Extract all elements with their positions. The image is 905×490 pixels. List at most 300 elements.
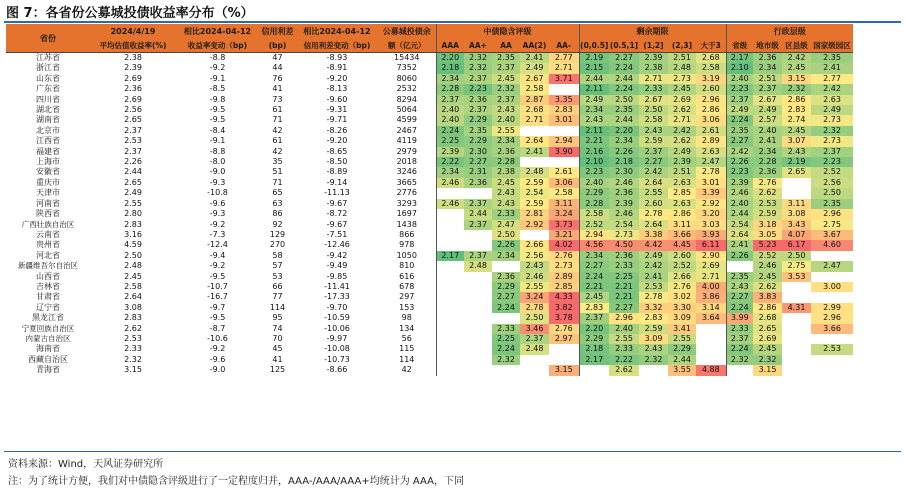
value-cell: 2.57 bbox=[753, 115, 782, 125]
value-cell bbox=[436, 209, 464, 219]
value-cell: 4.45 bbox=[668, 240, 696, 250]
value-cell: 2.96 bbox=[696, 95, 726, 105]
value-cell bbox=[782, 313, 811, 323]
value-cell: 2.17 bbox=[726, 53, 753, 64]
value-cell bbox=[726, 261, 753, 271]
value-cell bbox=[579, 365, 609, 375]
value-cell: 3.09 bbox=[639, 334, 668, 344]
value-cell bbox=[464, 324, 492, 334]
value-cell: 2.44 bbox=[609, 74, 639, 84]
value-cell: 15434 bbox=[378, 53, 436, 64]
province-cell: 广东省 bbox=[36, 84, 60, 94]
value-cell bbox=[464, 334, 492, 344]
value-cell: 2.29 bbox=[579, 334, 609, 344]
value-cell: 2.50 bbox=[520, 313, 549, 323]
value-cell: 3.82 bbox=[549, 303, 579, 313]
value-cell: 2.65 bbox=[782, 167, 811, 177]
value-cell: 42 bbox=[272, 125, 283, 135]
value-cell: 2.71 bbox=[549, 63, 579, 73]
table-row bbox=[6, 115, 853, 125]
column-header: AA(2) bbox=[520, 38, 549, 53]
value-cell: 2.37 bbox=[464, 199, 492, 209]
value-cell: -8.72 bbox=[326, 209, 348, 219]
value-cell: 2.11 bbox=[579, 126, 609, 136]
value-cell: 2.78 bbox=[520, 303, 549, 313]
value-cell: 2.69 bbox=[124, 94, 142, 104]
value-cell: -8.91 bbox=[326, 63, 348, 73]
value-cell: 978 bbox=[378, 240, 436, 250]
value-cell: 2.35 bbox=[609, 105, 639, 115]
group-header: 省份 bbox=[6, 24, 90, 53]
table-row bbox=[6, 188, 853, 198]
value-cell: 2.18 bbox=[436, 63, 464, 73]
value-cell: -9.1 bbox=[209, 73, 226, 83]
value-cell bbox=[811, 365, 853, 375]
value-cell: 2.17 bbox=[436, 251, 464, 261]
value-cell: 2.48 bbox=[520, 167, 549, 177]
value-cell: 2.69 bbox=[753, 334, 782, 344]
value-cell: 2.37 bbox=[464, 220, 492, 230]
value-cell: 2.51 bbox=[668, 167, 696, 177]
value-cell bbox=[811, 334, 853, 344]
value-cell: -8.13 bbox=[326, 84, 348, 94]
province-cell: 上海市 bbox=[36, 157, 60, 167]
value-cell bbox=[811, 292, 853, 302]
column-header: 收益率变动（bp) bbox=[176, 38, 259, 53]
value-cell: 57 bbox=[272, 261, 283, 271]
value-cell: 2.11 bbox=[579, 84, 609, 94]
value-cell: 86 bbox=[272, 209, 283, 219]
value-cell: 3.19 bbox=[696, 74, 726, 84]
value-cell: 3.21 bbox=[549, 230, 579, 240]
value-cell bbox=[464, 282, 492, 292]
value-cell: 2.42 bbox=[726, 147, 753, 157]
value-cell: 3.78 bbox=[549, 313, 579, 323]
value-cell: 2.16 bbox=[579, 147, 609, 157]
value-cell: 3.01 bbox=[549, 115, 579, 125]
value-cell: 2.32 bbox=[753, 355, 782, 365]
value-cell: 2.32 bbox=[492, 84, 520, 94]
value-cell: 3.46 bbox=[520, 324, 549, 334]
value-cell: 2.46 bbox=[609, 209, 639, 219]
value-cell bbox=[520, 126, 549, 136]
value-cell: -9.5 bbox=[209, 313, 226, 323]
value-cell: 2.68 bbox=[520, 105, 549, 115]
table-row bbox=[6, 199, 853, 209]
province-cell: 广西壮族自治区 bbox=[21, 219, 75, 229]
value-cell: -9.0 bbox=[209, 365, 226, 375]
group-header: 剩余期限 bbox=[579, 24, 726, 38]
value-cell bbox=[726, 365, 753, 375]
column-header: 信用利差变动（bp) bbox=[296, 38, 378, 53]
value-cell: 2.46 bbox=[609, 178, 639, 188]
province-cell: 辽宁省 bbox=[36, 302, 60, 312]
value-cell: 2.43 bbox=[639, 344, 668, 354]
value-cell: 56 bbox=[378, 334, 436, 344]
value-cell: 2.26 bbox=[124, 157, 142, 167]
column-header: AA bbox=[492, 38, 520, 53]
value-cell: 2.10 bbox=[579, 157, 609, 167]
value-cell: 3.18 bbox=[753, 220, 782, 230]
value-cell: 2.27 bbox=[726, 292, 753, 302]
table-row bbox=[6, 126, 853, 136]
group-header: 信用利差 bbox=[259, 24, 296, 38]
value-cell: 2.48 bbox=[124, 261, 142, 271]
source-note: 资料来源：Wind，天风证券研究所 bbox=[8, 459, 164, 470]
value-cell: 2.40 bbox=[492, 115, 520, 125]
value-cell: 2.43 bbox=[726, 282, 753, 292]
value-cell: 2.35 bbox=[726, 272, 753, 282]
value-cell: 8294 bbox=[378, 95, 436, 105]
value-cell: 3.67 bbox=[811, 230, 853, 240]
value-cell: 71 bbox=[272, 177, 283, 187]
value-cell: 2.51 bbox=[668, 53, 696, 64]
value-cell: -7.3 bbox=[209, 229, 226, 239]
value-cell: 2.76 bbox=[549, 324, 579, 334]
value-cell: -7.51 bbox=[326, 229, 348, 239]
value-cell: 2.40 bbox=[726, 199, 753, 209]
value-cell: 2.24 bbox=[579, 272, 609, 282]
value-cell: 2.96 bbox=[811, 313, 853, 323]
value-cell: 2.62 bbox=[668, 105, 696, 115]
province-cell: 黑龙江省 bbox=[32, 313, 64, 323]
value-cell: -9.0 bbox=[209, 167, 226, 177]
value-cell: -9.1 bbox=[209, 136, 226, 146]
column-header: 国家级园区 bbox=[811, 38, 853, 53]
value-cell: 2.15 bbox=[579, 63, 609, 73]
value-cell: -9.20 bbox=[326, 136, 348, 146]
value-cell: 2.41 bbox=[520, 147, 549, 157]
value-cell: -10.59 bbox=[324, 313, 350, 323]
value-cell bbox=[436, 220, 464, 230]
value-cell: 2979 bbox=[378, 147, 436, 157]
value-cell bbox=[492, 261, 520, 271]
table-row bbox=[6, 147, 853, 157]
value-cell: 3.55 bbox=[668, 365, 696, 375]
value-cell: 3.30 bbox=[668, 303, 696, 313]
value-cell: 3.08 bbox=[782, 209, 811, 219]
value-cell: 2.41 bbox=[520, 53, 549, 64]
value-cell: 3.06 bbox=[696, 115, 726, 125]
value-cell: -12.46 bbox=[324, 240, 350, 250]
table-row bbox=[6, 313, 853, 323]
value-cell bbox=[782, 334, 811, 344]
value-cell: 2.66 bbox=[668, 272, 696, 282]
value-cell: 2.75 bbox=[811, 220, 853, 230]
value-cell: 3.93 bbox=[696, 230, 726, 240]
table-row bbox=[6, 365, 853, 375]
value-cell: -9.67 bbox=[326, 219, 348, 229]
value-cell: 2.53 bbox=[753, 199, 782, 209]
value-cell: 2.37 bbox=[753, 84, 782, 94]
yield-table bbox=[6, 24, 853, 376]
value-cell: 2.34 bbox=[436, 74, 464, 84]
value-cell: 2.64 bbox=[639, 178, 668, 188]
value-cell: 2.49 bbox=[753, 105, 782, 115]
value-cell bbox=[782, 292, 811, 302]
value-cell: -9.60 bbox=[326, 94, 348, 104]
value-cell: 2.41 bbox=[639, 272, 668, 282]
value-cell: 3665 bbox=[378, 178, 436, 188]
value-cell: 2.27 bbox=[464, 157, 492, 167]
value-cell: 4119 bbox=[378, 136, 436, 146]
value-cell: 2.29 bbox=[668, 344, 696, 354]
value-cell: 2.32 bbox=[124, 354, 142, 364]
value-cell bbox=[782, 344, 811, 354]
value-cell: 2.52 bbox=[668, 261, 696, 271]
table-row bbox=[6, 324, 853, 334]
value-cell bbox=[549, 126, 579, 136]
value-cell: 114 bbox=[378, 355, 436, 365]
value-cell: 2.62 bbox=[124, 323, 142, 333]
value-cell: 2.78 bbox=[639, 209, 668, 219]
value-cell bbox=[782, 355, 811, 365]
value-cell: 2.33 bbox=[639, 84, 668, 94]
value-cell: -8.93 bbox=[326, 53, 348, 62]
value-cell: -9.6 bbox=[209, 354, 226, 364]
value-cell: 2.63 bbox=[811, 95, 853, 105]
value-cell: 2.36 bbox=[464, 95, 492, 105]
value-cell: 2.27 bbox=[492, 292, 520, 302]
value-cell: 3.03 bbox=[696, 220, 726, 230]
value-cell: 2.92 bbox=[520, 220, 549, 230]
value-cell: 2.37 bbox=[579, 313, 609, 323]
table-row bbox=[6, 95, 853, 105]
table-row bbox=[6, 282, 853, 292]
value-cell: 2.35 bbox=[464, 126, 492, 136]
value-cell: -17.33 bbox=[324, 292, 350, 302]
value-cell: 2.43 bbox=[492, 105, 520, 115]
value-cell: 2.26 bbox=[609, 147, 639, 157]
value-cell: 2.23 bbox=[579, 167, 609, 177]
value-cell: 2.25 bbox=[609, 272, 639, 282]
table-row bbox=[6, 84, 853, 94]
value-cell: -9.5 bbox=[209, 115, 226, 125]
value-cell bbox=[436, 240, 464, 250]
value-cell: 1697 bbox=[378, 209, 436, 219]
value-cell: 2.34 bbox=[579, 251, 609, 261]
value-cell: 2.55 bbox=[668, 334, 696, 344]
value-cell: 2.34 bbox=[436, 167, 464, 177]
value-cell: 3.11 bbox=[668, 220, 696, 230]
value-cell: 8060 bbox=[378, 74, 436, 84]
value-cell: 3.07 bbox=[782, 136, 811, 146]
value-cell: 2.29 bbox=[464, 136, 492, 146]
value-cell: 2.21 bbox=[609, 282, 639, 292]
value-cell: 2.32 bbox=[492, 355, 520, 365]
value-cell bbox=[436, 324, 464, 334]
value-cell: 2.26 bbox=[726, 251, 753, 261]
value-cell: -8.8 bbox=[209, 146, 226, 156]
value-cell: 2.34 bbox=[492, 251, 520, 261]
value-cell: 2.69 bbox=[124, 73, 142, 83]
value-cell: 3.06 bbox=[549, 178, 579, 188]
value-cell: 3.86 bbox=[696, 292, 726, 302]
value-cell: 3293 bbox=[378, 199, 436, 209]
value-cell: 2.86 bbox=[753, 303, 782, 313]
value-cell: -11.13 bbox=[324, 188, 350, 198]
value-cell: 77 bbox=[272, 292, 283, 302]
value-cell: 2.44 bbox=[726, 209, 753, 219]
value-cell: 2.52 bbox=[579, 220, 609, 230]
value-cell: 270 bbox=[269, 240, 286, 250]
value-cell: 2.42 bbox=[639, 261, 668, 271]
value-cell: 71 bbox=[272, 115, 283, 125]
value-cell: 3.05 bbox=[753, 230, 782, 240]
value-cell: 297 bbox=[378, 292, 436, 302]
value-cell: 2.61 bbox=[549, 167, 579, 177]
value-cell: 2.29 bbox=[579, 188, 609, 198]
value-cell: 866 bbox=[378, 230, 436, 240]
value-cell: 3.38 bbox=[639, 230, 668, 240]
column-header: 区县级 bbox=[782, 38, 811, 53]
figure-title: 图 7：各省份公募城投债收益率分布（%） bbox=[6, 6, 254, 21]
value-cell: 2.47 bbox=[811, 261, 853, 271]
value-cell: 2.68 bbox=[753, 313, 782, 323]
value-cell: 2.45 bbox=[753, 344, 782, 354]
value-cell: 3246 bbox=[378, 167, 436, 177]
value-cell: 42 bbox=[378, 365, 436, 375]
value-cell bbox=[782, 188, 811, 198]
value-cell: 2.86 bbox=[696, 105, 726, 115]
province-cell: 吉林省 bbox=[36, 281, 60, 291]
value-cell: 2.77 bbox=[811, 74, 853, 84]
table-row bbox=[6, 292, 853, 302]
value-cell: 2.52 bbox=[753, 251, 782, 261]
value-cell: -9.2 bbox=[209, 344, 226, 354]
value-cell: 53 bbox=[272, 271, 283, 281]
value-cell: 2.39 bbox=[668, 157, 696, 167]
value-cell: 616 bbox=[378, 272, 436, 282]
value-cell: 3.32 bbox=[639, 303, 668, 313]
column-header: (0,0.5] bbox=[579, 38, 609, 53]
value-cell: 2.50 bbox=[639, 105, 668, 115]
value-cell bbox=[436, 365, 464, 375]
value-cell: -9.2 bbox=[209, 63, 226, 73]
value-cell: 2.40 bbox=[753, 126, 782, 136]
value-cell: 2.37 bbox=[124, 125, 142, 135]
table-row bbox=[6, 251, 853, 261]
value-cell: 2.24 bbox=[492, 303, 520, 313]
value-cell: 2.78 bbox=[639, 292, 668, 302]
value-cell: 3.41 bbox=[668, 324, 696, 334]
value-cell: 61 bbox=[272, 105, 283, 115]
value-cell: 2.99 bbox=[811, 303, 853, 313]
value-cell bbox=[811, 251, 853, 261]
value-cell: 2.46 bbox=[726, 188, 753, 198]
value-cell: -9.7 bbox=[209, 302, 226, 312]
value-cell: 2.48 bbox=[520, 344, 549, 354]
value-cell: 3.01 bbox=[696, 178, 726, 188]
value-cell: -10.6 bbox=[207, 333, 228, 343]
value-cell bbox=[782, 282, 811, 292]
column-header: (0.5,1] bbox=[609, 38, 639, 53]
value-cell: 2.83 bbox=[639, 313, 668, 323]
value-cell bbox=[464, 313, 492, 323]
value-cell: -9.2 bbox=[209, 261, 226, 271]
value-cell: 2.59 bbox=[520, 178, 549, 188]
province-cell: 福建省 bbox=[36, 146, 60, 156]
value-cell: 3.35 bbox=[549, 95, 579, 105]
value-cell: 2.38 bbox=[492, 167, 520, 177]
column-header: (1,2] bbox=[639, 38, 668, 53]
value-cell bbox=[464, 230, 492, 240]
value-cell: 2.45 bbox=[124, 271, 142, 281]
value-cell: 2.24 bbox=[609, 63, 639, 73]
table-row bbox=[6, 136, 853, 146]
value-cell bbox=[464, 292, 492, 302]
value-cell: 3.71 bbox=[549, 74, 579, 84]
value-cell: 2.35 bbox=[492, 53, 520, 64]
value-cell: 2.64 bbox=[124, 292, 142, 302]
value-cell: 2.39 bbox=[639, 53, 668, 64]
value-cell bbox=[436, 344, 464, 354]
value-cell: 4.07 bbox=[782, 230, 811, 240]
value-cell: 2.27 bbox=[726, 136, 753, 146]
value-cell: 2.36 bbox=[492, 147, 520, 157]
value-cell bbox=[549, 157, 579, 167]
value-cell: 2.36 bbox=[609, 188, 639, 198]
value-cell: 2.42 bbox=[782, 53, 811, 64]
value-cell: 3.24 bbox=[520, 292, 549, 302]
value-cell: 51 bbox=[272, 167, 283, 177]
value-cell: 2.65 bbox=[124, 177, 142, 187]
value-cell: 2.67 bbox=[753, 95, 782, 105]
value-cell: 2.27 bbox=[639, 157, 668, 167]
value-cell: 4.00 bbox=[696, 282, 726, 292]
value-cell: 2.28 bbox=[753, 157, 782, 167]
value-cell: 3.00 bbox=[811, 282, 853, 292]
value-cell bbox=[436, 355, 464, 365]
value-cell: 2.69 bbox=[696, 261, 726, 271]
value-cell: -16.7 bbox=[207, 292, 228, 302]
value-cell: -9.4 bbox=[209, 250, 226, 260]
value-cell: 2.28 bbox=[492, 157, 520, 167]
title-rule bbox=[4, 21, 901, 23]
value-cell bbox=[436, 261, 464, 271]
value-cell: 2.62 bbox=[668, 136, 696, 146]
value-cell: 45 bbox=[272, 344, 283, 354]
value-cell: 2.67 bbox=[520, 74, 549, 84]
value-cell: 153 bbox=[378, 303, 436, 313]
value-cell: 2.24 bbox=[609, 84, 639, 94]
value-cell bbox=[464, 355, 492, 365]
value-cell: 2.34 bbox=[492, 136, 520, 146]
value-cell: 3.02 bbox=[668, 292, 696, 302]
value-cell: 4.31 bbox=[782, 303, 811, 313]
value-cell: 2.92 bbox=[696, 199, 726, 209]
method-note: 注：为了统计方便，我们对中债隐含评级进行了一定程度归并，AAA-/AAA/AAA+均统计为 AAA，下同 bbox=[8, 476, 465, 487]
value-cell: 2.61 bbox=[696, 126, 726, 136]
value-cell: 2.62 bbox=[609, 365, 639, 375]
value-cell: 3.39 bbox=[696, 188, 726, 198]
value-cell: 3.14 bbox=[696, 303, 726, 313]
value-cell: 2.34 bbox=[579, 105, 609, 115]
value-cell: 3.11 bbox=[549, 199, 579, 209]
value-cell: 2.30 bbox=[609, 167, 639, 177]
value-cell: 2.62 bbox=[753, 282, 782, 292]
value-cell: 2.65 bbox=[753, 324, 782, 334]
value-cell: 2.34 bbox=[753, 63, 782, 73]
value-cell: 2.49 bbox=[811, 105, 853, 115]
value-cell: 2.38 bbox=[639, 63, 668, 73]
province-cell: 河北省 bbox=[36, 250, 60, 260]
value-cell: 2.77 bbox=[549, 53, 579, 64]
value-cell: 2.43 bbox=[639, 126, 668, 136]
value-cell: 2.71 bbox=[668, 115, 696, 125]
table-row bbox=[6, 230, 853, 240]
value-cell: 2.94 bbox=[579, 230, 609, 240]
